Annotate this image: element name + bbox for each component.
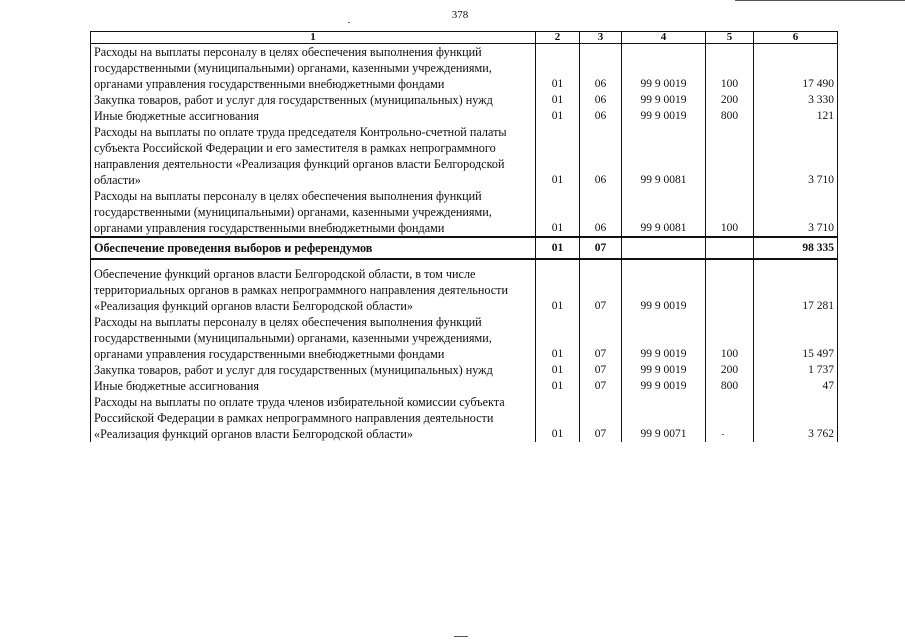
subsection-code: 07	[580, 394, 622, 442]
amount-value: 1 737	[754, 362, 838, 378]
table-row	[91, 188, 838, 237]
expense-type-code	[706, 259, 754, 314]
table-row	[91, 378, 838, 394]
expense-type-code: 800	[706, 378, 754, 394]
amount-value: 3 330	[754, 92, 838, 108]
amount-value: 17 490	[754, 44, 838, 93]
target-article-code: 99 9 0019	[622, 44, 706, 93]
top-edge-rule	[735, 0, 905, 1]
column-header: 1	[91, 32, 536, 44]
expense-type-code: 100	[706, 44, 754, 93]
table-row	[91, 314, 838, 362]
target-article-code: 99 9 0019	[622, 378, 706, 394]
row-description: Расходы на выплаты персоналу в целях обеспечения выполнения функций государственными (муниципальными) органами, казенными учреждениями, органами управления государственными внебюджетными фондами	[91, 44, 536, 93]
subsection-code: 07	[580, 237, 622, 259]
section-row	[91, 237, 838, 259]
section-code: 01	[536, 108, 580, 124]
subsection-code: 07	[580, 259, 622, 314]
subsection-code: 06	[580, 124, 622, 188]
target-article-code: 99 9 0071	[622, 394, 706, 442]
amount-value: 3 710	[754, 124, 838, 188]
row-description: Иные бюджетные ассигнования	[91, 378, 536, 394]
section-code: 01	[536, 188, 580, 237]
section-code: 01	[536, 237, 580, 259]
section-code: 01	[536, 92, 580, 108]
table-body	[91, 44, 838, 443]
subsection-code: 07	[580, 362, 622, 378]
target-article-code: 99 9 0019	[622, 92, 706, 108]
expense-type-code: 100	[706, 188, 754, 237]
table-row	[91, 124, 838, 188]
row-description: Расходы на выплаты персоналу в целях обеспечения выполнения функций государственными (муниципальными) органами, казенными учреждениями, органами управления государственными внебюджетными фондами	[91, 188, 536, 237]
expense-type-code	[706, 394, 754, 442]
amount-value: 47	[754, 378, 838, 394]
section-code: 01	[536, 314, 580, 362]
section-code: 01	[536, 259, 580, 314]
amount-value: 3 710	[754, 188, 838, 237]
subsection-code: 06	[580, 44, 622, 93]
column-header: 4	[622, 32, 706, 44]
subsection-code: 06	[580, 92, 622, 108]
row-description: Обеспечение проведения выборов и референдумов	[91, 237, 536, 259]
page-number: 378	[451, 9, 469, 21]
expense-type-code: 100	[706, 314, 754, 362]
column-header: 6	[754, 32, 838, 44]
column-header: 5	[706, 32, 754, 44]
table-row	[91, 259, 838, 314]
table-row	[91, 394, 838, 442]
column-header: 3	[580, 32, 622, 44]
row-description: Расходы на выплаты персоналу в целях обеспечения выполнения функций государственными (муниципальными) органами, казенными учреждениями, органами управления государственными внебюджетными фондами	[91, 314, 536, 362]
row-description: Обеспечение функций органов власти Белгородской области, в том числе территориальных органов в рамках непрограммного направления деятельности «Реализация функций органов власти Белгородской области»	[91, 259, 536, 314]
section-code: 01	[536, 378, 580, 394]
table-header-row	[91, 32, 838, 44]
target-article-code: 99 9 0019	[622, 362, 706, 378]
expense-type-code: 800	[706, 108, 754, 124]
budget-table	[90, 31, 838, 442]
table-row	[91, 44, 838, 93]
scan-speck	[348, 22, 350, 23]
amount-value: 98 335	[754, 237, 838, 259]
table-row	[91, 108, 838, 124]
amount-value: 15 497	[754, 314, 838, 362]
bottom-edge-mark	[454, 636, 468, 637]
amount-value: 3 762	[754, 394, 838, 442]
subsection-code: 07	[580, 378, 622, 394]
row-description: Расходы на выплаты по оплате труда членов избирательной комиссии субъекта Российской Федерации в рамках непрограммного направления деятельности «Реализация функций органов власти Белгородской области»	[91, 394, 536, 442]
row-description: Расходы на выплаты по оплате труда председателя Контрольно-счетной палаты субъекта Российской Федерации и его заместителя в рамках непрограммного направления деятельности «Реализация функций органов власти Белгородской области»	[91, 124, 536, 188]
target-article-code: 99 9 0019	[622, 314, 706, 362]
section-code: 01	[536, 124, 580, 188]
column-header: 2	[536, 32, 580, 44]
subsection-code: 06	[580, 188, 622, 237]
amount-value: 17 281	[754, 259, 838, 314]
table-row	[91, 92, 838, 108]
row-description: Закупка товаров, работ и услуг для государственных (муниципальных) нужд	[91, 92, 536, 108]
target-article-code	[622, 237, 706, 259]
expense-type-code	[706, 124, 754, 188]
expense-type-code	[706, 237, 754, 259]
section-code: 01	[536, 44, 580, 93]
amount-value: 121	[754, 108, 838, 124]
expense-type-code: 200	[706, 362, 754, 378]
row-description: Закупка товаров, работ и услуг для государственных (муниципальных) нужд	[91, 362, 536, 378]
section-code: 01	[536, 362, 580, 378]
target-article-code: 99 9 0081	[622, 188, 706, 237]
subsection-code: 07	[580, 314, 622, 362]
target-article-code: 99 9 0081	[622, 124, 706, 188]
section-code: 01	[536, 394, 580, 442]
table-row	[91, 362, 838, 378]
row-description: Иные бюджетные ассигнования	[91, 108, 536, 124]
subsection-code: 06	[580, 108, 622, 124]
expense-type-code: 200	[706, 92, 754, 108]
target-article-code: 99 9 0019	[622, 108, 706, 124]
target-article-code: 99 9 0019	[622, 259, 706, 314]
